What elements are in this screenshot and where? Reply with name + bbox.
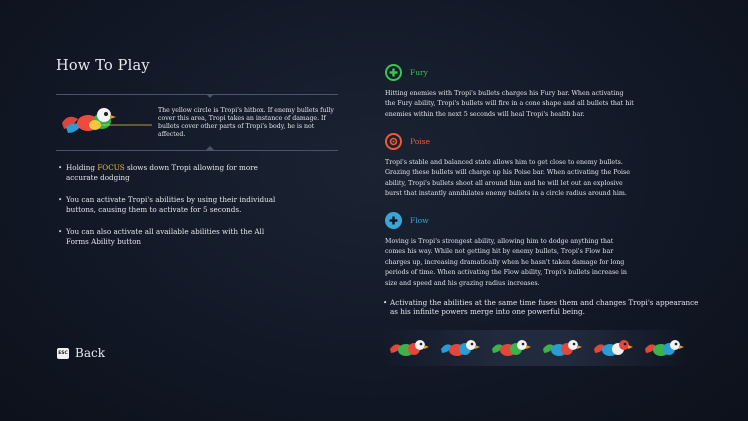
flow-description: Moving is Tropi's strongest ability, allowing him to dodge anything that comes his way. While not getting hit by enemy bullets, Tropi's Flow bar charges up, increasing dramatically when he hasn't taken damage for long periods of time. When activating the Flow ability, Tropi's bullets increase in size and speed and his grazing radius increases. (385, 238, 627, 287)
ability-flow (385, 212, 635, 289)
tip-all-forms: • You can also activate all available abilities with the All Forms Ability button (58, 227, 288, 247)
fuse-text: Activating the abilities at the same time fuses them and changes Tropi's appearance as his infinite powers merge into one powerful being. (390, 298, 699, 317)
back-label: Back (75, 346, 105, 360)
tips-list (58, 163, 288, 259)
ability-fury (385, 64, 635, 120)
fused-forms-strip (383, 330, 689, 366)
flow-title: Flow (410, 216, 429, 225)
tip-focus (58, 163, 288, 183)
fuse-bullet: • (383, 298, 388, 307)
top-divider-notch (206, 94, 214, 98)
tip-focus-before: Holding (66, 163, 98, 172)
bottom-divider (56, 150, 338, 151)
page-title: How To Play (56, 58, 150, 74)
poise-ring-icon (385, 133, 402, 150)
fury-plus-icon (385, 64, 402, 81)
fury-title: Fury (410, 68, 428, 77)
poise-description: Tropi's stable and balanced state allows him to get close to enemy bullets. Grazing these bullets will charge up his Poise bar. When activating the Poise ability, Tropi's bullets shoot all around him and he will let out an explosive burst that instantly annihilates enemy bullets in a circle radius around him. (385, 159, 631, 198)
fuse-note (383, 298, 703, 317)
tropi-poise-flow-sprite (592, 337, 634, 359)
hitbox-description: The yellow circle is Tropi's hitbox. If enemy bullets fully cover this area, Tropi takes an instance of damage. If bullets cover other parts of Tropi's body, he is not affected. (158, 107, 334, 138)
tropi-hitbox-sprite (58, 103, 154, 137)
tropi-all-forms-sprite (643, 337, 685, 359)
tip-focus-after: slows down Tropi allowing for more accurate dodging (66, 163, 258, 182)
bottom-divider-notch (206, 146, 214, 150)
poise-title: Poise (410, 137, 430, 146)
tropi-fury-poise-sprite (388, 337, 430, 359)
ability-poise (385, 133, 635, 200)
fury-description: Hitting enemies with Tropi's bullets charges his Fury bar. When activating the Fury ability, Tropi's bullets will fire in a cone shape and all bullets that hit enemies within the next 5 seconds will heal Tropi's health bar. (385, 90, 634, 118)
top-divider (56, 94, 338, 95)
flow-plus-icon (385, 212, 402, 229)
tropi-flow-poise-sprite (439, 337, 481, 359)
tip-abilities: • You can activate Tropi's abilities by using their individual buttons, causing them to activate for 5 seconds. (58, 195, 288, 215)
esc-key-icon: ESC (57, 348, 69, 359)
tropi-fury-flow-sprite (490, 337, 532, 359)
tropi-fury-poise-alt-sprite (541, 337, 583, 359)
back-button[interactable] (57, 346, 105, 360)
focus-keyword: FOCUS (97, 163, 125, 172)
